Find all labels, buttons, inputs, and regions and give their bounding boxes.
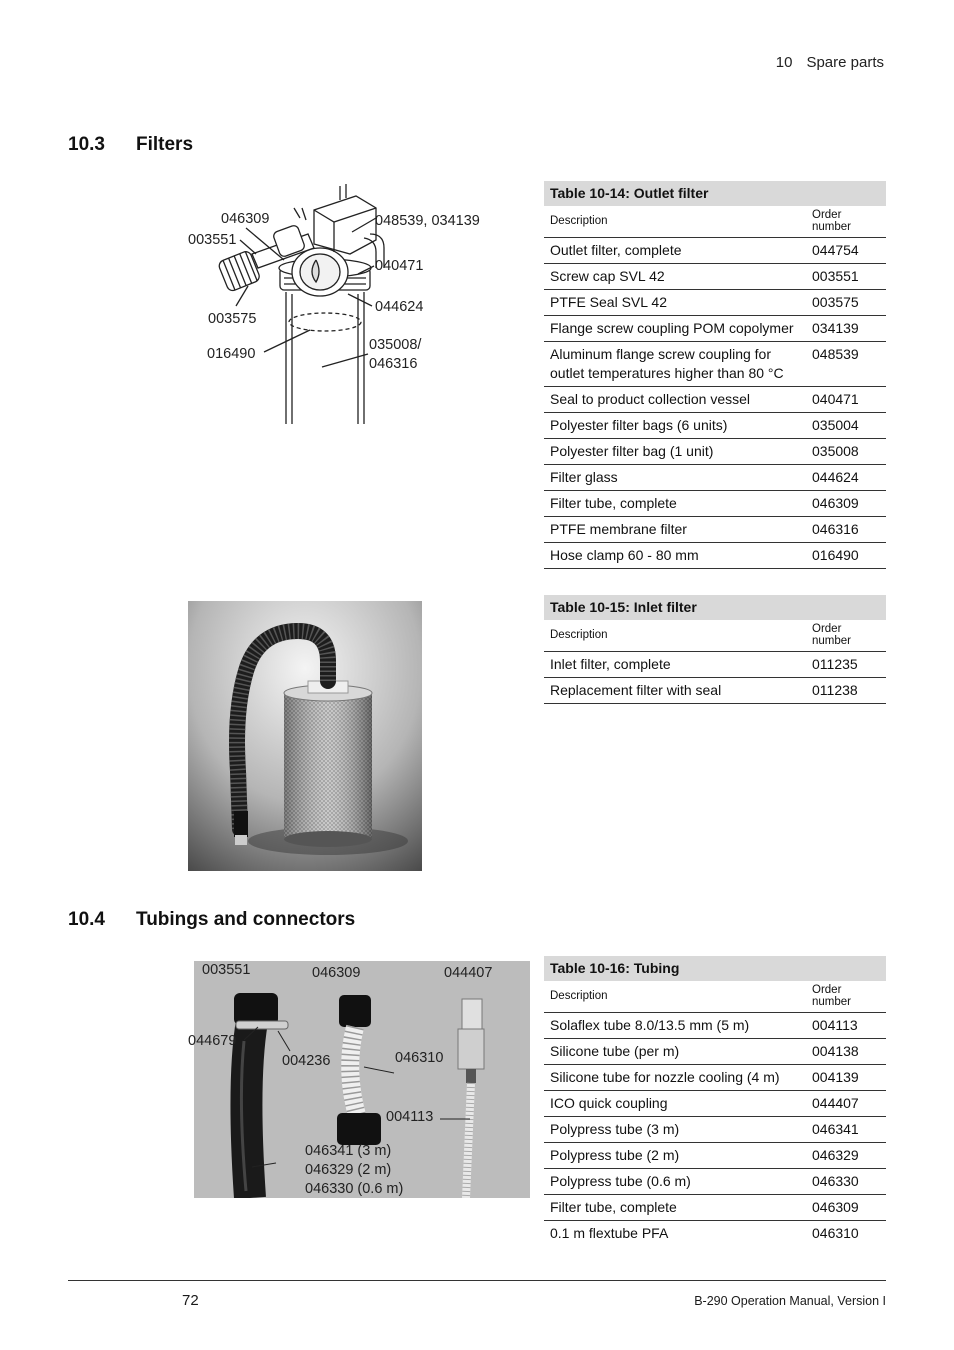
diagram-label: 035008/ <box>369 337 422 353</box>
photo-label: 046309 <box>312 965 361 981</box>
description-cell: Aluminum flange screw coupling for outlet temperatures higher than 80 °C <box>544 342 806 387</box>
description-cell: Polypress tube (2 m) <box>544 1143 806 1169</box>
section-number: 10.3 <box>68 134 105 155</box>
order-number-cell: 046309 <box>806 491 886 517</box>
table-row <box>544 264 886 290</box>
photo-label: 046330 (0.6 m) <box>305 1181 404 1197</box>
order-number-cell: 003551 <box>806 264 886 290</box>
order-number-cell: 034139 <box>806 316 886 342</box>
section-number: 10.4 <box>68 909 105 930</box>
table-row <box>544 342 886 387</box>
table-row <box>544 238 886 264</box>
order-number-cell: 035004 <box>806 413 886 439</box>
description-cell: Silicone tube for nozzle cooling (4 m) <box>544 1065 806 1091</box>
table-caption: Table 10-15: Inlet filter <box>544 595 886 620</box>
column-header-description: Description <box>544 620 806 652</box>
photo-label: 046310 <box>395 1050 444 1066</box>
description-cell: Flange screw coupling POM copolymer <box>544 316 806 342</box>
table-row <box>544 1091 886 1117</box>
order-number-cell: 048539 <box>806 342 886 387</box>
document-title: B-290 Operation Manual, Version I <box>694 1294 886 1308</box>
table-row <box>544 652 886 678</box>
order-number-cell: 046329 <box>806 1143 886 1169</box>
diagram-label: 040471 <box>375 258 424 274</box>
order-number-cell: 011235 <box>806 652 886 678</box>
inlet-filter-table <box>544 595 886 704</box>
order-number-cell: 003575 <box>806 290 886 316</box>
table-row <box>544 543 886 569</box>
photo-label: 044679 <box>188 1033 237 1049</box>
inlet-filter-image <box>188 601 422 871</box>
column-header-order-number: Order number <box>806 206 886 238</box>
photo-label: 004236 <box>282 1053 331 1069</box>
photo-label: 044407 <box>444 965 493 981</box>
description-cell: Polypress tube (3 m) <box>544 1117 806 1143</box>
column-header-order-number: Order number <box>806 981 886 1013</box>
description-cell: Polypress tube (0.6 m) <box>544 1169 806 1195</box>
diagram-label: 003575 <box>208 311 257 327</box>
table-row <box>544 465 886 491</box>
description-cell: Screw cap SVL 42 <box>544 264 806 290</box>
description-cell: Polyester filter bag (1 unit) <box>544 439 806 465</box>
page-number: 72 <box>182 1292 199 1309</box>
description-cell: Seal to product collection vessel <box>544 387 806 413</box>
diagram-label: 044624 <box>375 299 424 315</box>
description-cell: Outlet filter, complete <box>544 238 806 264</box>
table-row <box>544 517 886 543</box>
order-number-cell: 011238 <box>806 678 886 704</box>
description-cell: Hose clamp 60 - 80 mm <box>544 543 806 569</box>
order-number-cell: 046310 <box>812 1225 859 1241</box>
table-caption: Table 10-14: Outlet filter <box>544 181 886 206</box>
order-number-cell: 046316 <box>806 517 886 543</box>
order-number-cell: 004113 <box>806 1013 886 1039</box>
section-heading-tubings <box>68 909 355 931</box>
description-cell: 0.1 m flextube PFA <box>550 1225 669 1241</box>
chapter-title: Spare parts <box>806 54 884 71</box>
order-number-cell: 035008 <box>806 439 886 465</box>
table-row <box>544 1221 886 1247</box>
table-row <box>544 1143 886 1169</box>
diagram-label: 003551 <box>188 232 237 248</box>
photo-label: 004113 <box>386 1109 434 1125</box>
order-number-cell: 044624 <box>806 465 886 491</box>
order-number-cell: 044407 <box>806 1091 886 1117</box>
description-cell: ICO quick coupling <box>544 1091 806 1117</box>
order-number-cell: 040471 <box>806 387 886 413</box>
table-row <box>544 316 886 342</box>
column-header-description: Description <box>544 206 806 238</box>
description-cell: Solaflex tube 8.0/13.5 mm (5 m) <box>544 1013 806 1039</box>
table-row <box>544 1117 886 1143</box>
order-number-cell: 044754 <box>806 238 886 264</box>
diagram-label: 046309 <box>221 211 270 227</box>
description-cell: Filter tube, complete <box>544 1195 806 1221</box>
order-number-cell: 046341 <box>806 1117 886 1143</box>
table-row <box>544 1195 886 1221</box>
table-row <box>544 439 886 465</box>
table-row <box>544 1065 886 1091</box>
description-cell: Filter glass <box>544 465 806 491</box>
diagram-label: 046316 <box>369 356 418 372</box>
description-cell: Silicone tube (per m) <box>544 1039 806 1065</box>
table-row <box>544 413 886 439</box>
order-number-cell: 046330 <box>806 1169 886 1195</box>
running-header <box>768 54 884 71</box>
photo-label: 046329 (2 m) <box>305 1162 392 1178</box>
tubing-photo <box>188 961 530 1198</box>
table-row <box>544 387 886 413</box>
order-number-cell: 004138 <box>806 1039 886 1065</box>
column-header-description: Description <box>544 981 806 1013</box>
order-number-cell: 046309 <box>806 1195 886 1221</box>
order-number-cell: 016490 <box>806 543 886 569</box>
photo-label: 003551 <box>202 962 251 978</box>
inlet-filter-photo <box>188 601 422 871</box>
table-caption: Table 10-16: Tubing <box>544 956 886 981</box>
table-row <box>544 678 886 704</box>
photo-label: 046341 (3 m) <box>305 1143 392 1159</box>
description-cell: Polyester filter bags (6 units) <box>544 413 806 439</box>
table-row <box>544 1039 886 1065</box>
table-row <box>544 491 886 517</box>
diagram-label: 048539, 034139 <box>375 213 480 229</box>
diagram-label: 016490 <box>207 346 256 362</box>
section-title: Tubings and connectors <box>136 909 356 930</box>
table-row <box>544 1013 886 1039</box>
section-heading-filters <box>68 134 193 156</box>
description-cell: Filter tube, complete <box>544 491 806 517</box>
table-row <box>544 290 886 316</box>
order-number-cell: 004139 <box>806 1065 886 1091</box>
description-cell: Inlet filter, complete <box>544 652 806 678</box>
table-row <box>544 1169 886 1195</box>
description-cell: PTFE membrane filter <box>544 517 806 543</box>
description-cell: PTFE Seal SVL 42 <box>544 290 806 316</box>
tubing-table <box>544 956 886 1246</box>
chapter-number: 10 <box>775 54 793 71</box>
outlet-filter-table <box>544 181 886 569</box>
section-title: Filters <box>136 134 194 155</box>
column-header-order-number: Order number <box>806 620 886 652</box>
description-cell: Replacement filter with seal <box>544 678 806 704</box>
footer-divider <box>68 1280 886 1281</box>
outlet-filter-diagram <box>180 182 510 427</box>
